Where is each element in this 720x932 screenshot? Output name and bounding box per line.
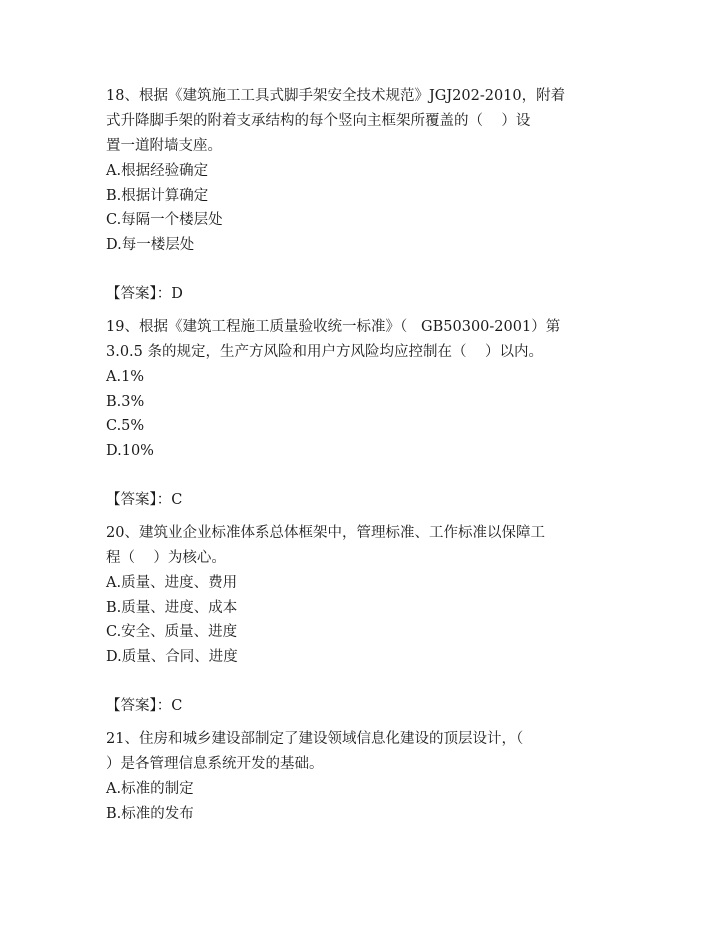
question-stem-line: 21、住房和城乡建设部制定了建设领域信息化建设的顶层设计，（ xyxy=(106,731,524,747)
question-18 xyxy=(106,84,626,315)
question-stem-line: 程（ ）为核心。 xyxy=(106,550,226,566)
answer-line: 【答案】：D xyxy=(106,286,183,302)
exam-page xyxy=(106,84,626,826)
option-b: B.3% xyxy=(106,393,145,410)
option-b: B.根据计算确定 xyxy=(106,187,209,204)
question-stem-line: 18、根据《建筑施工工具式脚手架安全技术规范》JGJ202-2010，附着 xyxy=(106,88,566,104)
option-b: B.质量、进度、成本 xyxy=(106,599,238,616)
option-c: C.5% xyxy=(106,418,145,434)
option-b: B.标准的发布 xyxy=(106,805,194,822)
question-stem-line: ）是各管理信息系统开发的基础。 xyxy=(106,756,324,772)
question-stem-line: 式升降脚手架的附着支承结构的每个竖向主框架所覆盖的（ ）设 xyxy=(106,113,531,129)
option-a: A.1% xyxy=(106,369,145,385)
option-a: A.根据经验确定 xyxy=(106,163,209,179)
question-19 xyxy=(106,315,626,521)
question-21 xyxy=(106,727,626,826)
question-stem-line: 19、根据《建筑工程施工质量验收统一标准》（ GB50300-2001）第 xyxy=(106,319,561,335)
option-c: C.每隔一个楼层处 xyxy=(106,212,223,228)
answer-line: 【答案】：C xyxy=(106,698,183,714)
question-stem-line: 20、建筑业企业标准体系总体框架中，管理标准、工作标准以保障工 xyxy=(106,525,545,541)
question-stem-line: 置一道附墙支座。 xyxy=(106,138,222,154)
question-stem-line: 3.0.5 条的规定，生产方风险和用户方风险均应控制在（ ）以内。 xyxy=(106,344,543,360)
option-a: A.标准的制定 xyxy=(106,781,194,797)
option-c: C.安全、质量、进度 xyxy=(106,624,238,640)
question-20 xyxy=(106,521,626,727)
option-d: D.每一楼层处 xyxy=(106,236,195,253)
option-d: D.10% xyxy=(106,442,154,459)
answer-line: 【答案】：C xyxy=(106,492,183,508)
option-a: A.质量、进度、费用 xyxy=(106,575,238,591)
option-d: D.质量、合同、进度 xyxy=(106,648,238,665)
